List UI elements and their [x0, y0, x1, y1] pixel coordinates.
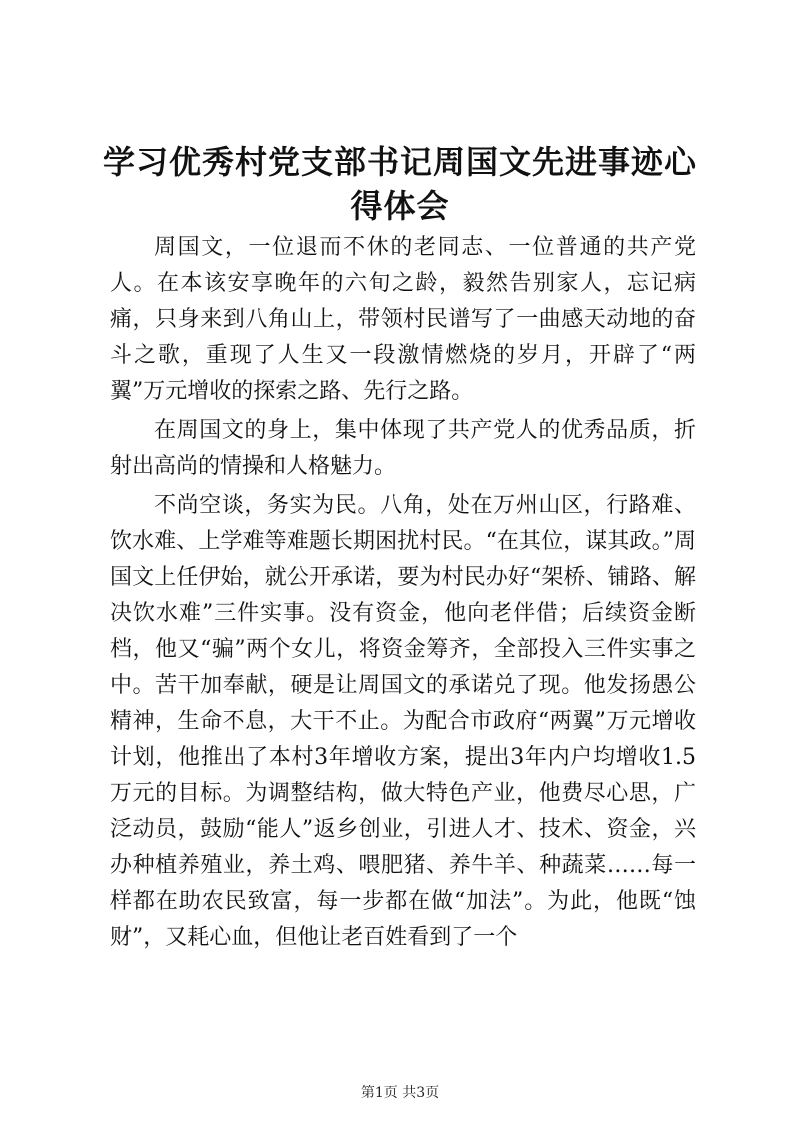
document-body: [110, 230, 696, 959]
document-title: 学习优秀村党支部书记周国文先进事迹心得体会: [102, 143, 697, 225]
page-number-footer: 第1页 共3页: [360, 1085, 440, 1101]
paragraph: 在周国文的身上，集中体现了共产党人的优秀品质，折射出高尚的情操和人格魅力。: [110, 418, 696, 479]
paragraph: 周国文，一位退而不休的老同志、一位普通的共产党人。在本该安享晚年的六旬之龄，毅然告别家人，忘记病痛，只身来到八角山上，带领村民谱写了一曲感天动地的奋斗之歌，重现了人生又一段激情燃烧的岁月，开辟了“两翼”万元增收的探索之路、先行之路。: [110, 235, 696, 404]
paragraph: 不尚空谈，务实为民。八角，处在万州山区，行路难、饮水难、上学难等难题长期困扰村民。“在其位，谋其政。”周国文上任伊始，就公开承诺，要为村民办好“架桥、铺路、解决饮水难”三件实事。没有资金，他向老伴借；后续资金断档，他又“骗”两个女儿，将资金筹齐，全部投入三件实事之中。苦干加奉献，硬是让周国文的承诺兑了现。他发扬愚公精神，生命不息，大干不止。为配合市政府“两翼”万元增收计划，他推出了本村3年增收方案，提出3年内户均增收1.5万元的目标。为调整结构，做大特色产业，他费尽心思，广泛动员，鼓励“能人”返乡创业，引进人才、技术、资金，兴办种植养殖业，养土鸡、喂肥猪、养牛羊、种蔬菜……每一样都在助农民致富，每一步都在做“加法”。为此，他既“蚀财”，又耗心血，但他让老百姓看到了一个: [110, 493, 696, 950]
